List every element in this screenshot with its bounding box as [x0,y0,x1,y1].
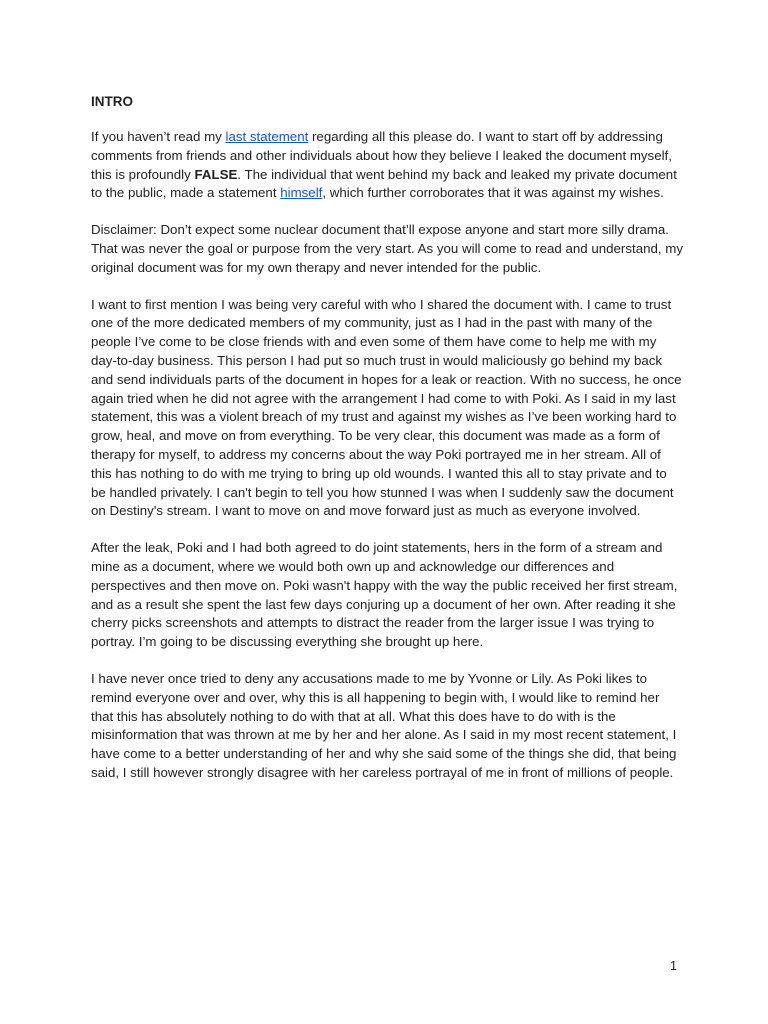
paragraph-intro [91,128,683,203]
paragraph-after-leak: After the leak, Poki and I had both agreed to do joint statements, hers in the form of a stream and mine as a document, where we would both own up and acknowledge our differences and perspectives and then move on. Poki wasn't happy with the way the public received her first stream, and as a result she spent the last few days conjuring up a document of her own. After reading it she cherry picks screenshots and attempts to distract the reader from the larger issue I was trying to portray. I’m going to be discussing everything she brought up here. [91,540,678,650]
section-heading: INTRO [91,94,133,109]
paragraph-trust: I want to first mention I was being very careful with who I shared the document with. I came to trust one of the more dedicated members of my community, just as I had in the past with many of the people I’ve come to be close friends with and even some of them have come to help me with my day-to-day business. This person I had put so much trust in would maliciously go behind my back and send individuals parts of the document in hopes for a leak or reaction. With no success, he once again tried when he did not agree with the arrangement I had come to with Poki. As I said in my last statement, this was a violent breach of my trust and against my wishes as I’ve been working hard to grow, heal, and move on from everything. To be very clear, this document was made as a form of therapy for myself, to address my concerns about the way Poki portrayed me in her stream. All of this has nothing to do with me trying to bring up old wounds. I wanted this all to stay private and to be handled privately. I can't begin to tell you how stunned I was when I suddenly saw the document on Destiny's stream. I want to move on and move forward just as much as everyone involved. [91,296,682,519]
paragraph-accusations: I have never once tried to deny any accusations made to me by Yvonne or Lily. As Poki likes to remind everyone over and over, why this is all happening to begin with, I would like to remind her that this has absolutely nothing to do with that at all. What this does have to do with is the misinformation that was thrown at me by her and her alone. As I said in my most recent statement, I have come to a better understanding of her and why she said some of the things she did, that being said, I still however strongly disagree with her careless portrayal of me in front of millions of people. [91,670,677,780]
himself-link[interactable]: himself [280,185,323,201]
false-bold-text: FALSE [194,166,238,182]
paragraph-text: regarding all this please do. I want to start off by addressing comments from friends and other individuals about how they believe I leaked the document myself, this is profoundly [91,129,672,182]
paragraph-text: . The individual that went behind my back and leaked my private document to the public, made a statement [91,166,677,201]
paragraph-text: If you haven’t read my [91,129,226,144]
page-number: 1 [670,959,677,973]
document-body [91,92,683,801]
paragraph-disclaimer: Disclaimer: Don’t expect some nuclear document that’ll expose anyone and start more silly drama. That was never the goal or purpose from the very start. As you will come to read and understand, my original document was for my own therapy and never intended for the public. [91,222,684,275]
last-statement-link[interactable]: last statement [225,129,309,144]
paragraph-text: , which further corroborates that it was against my wishes. [322,185,664,201]
